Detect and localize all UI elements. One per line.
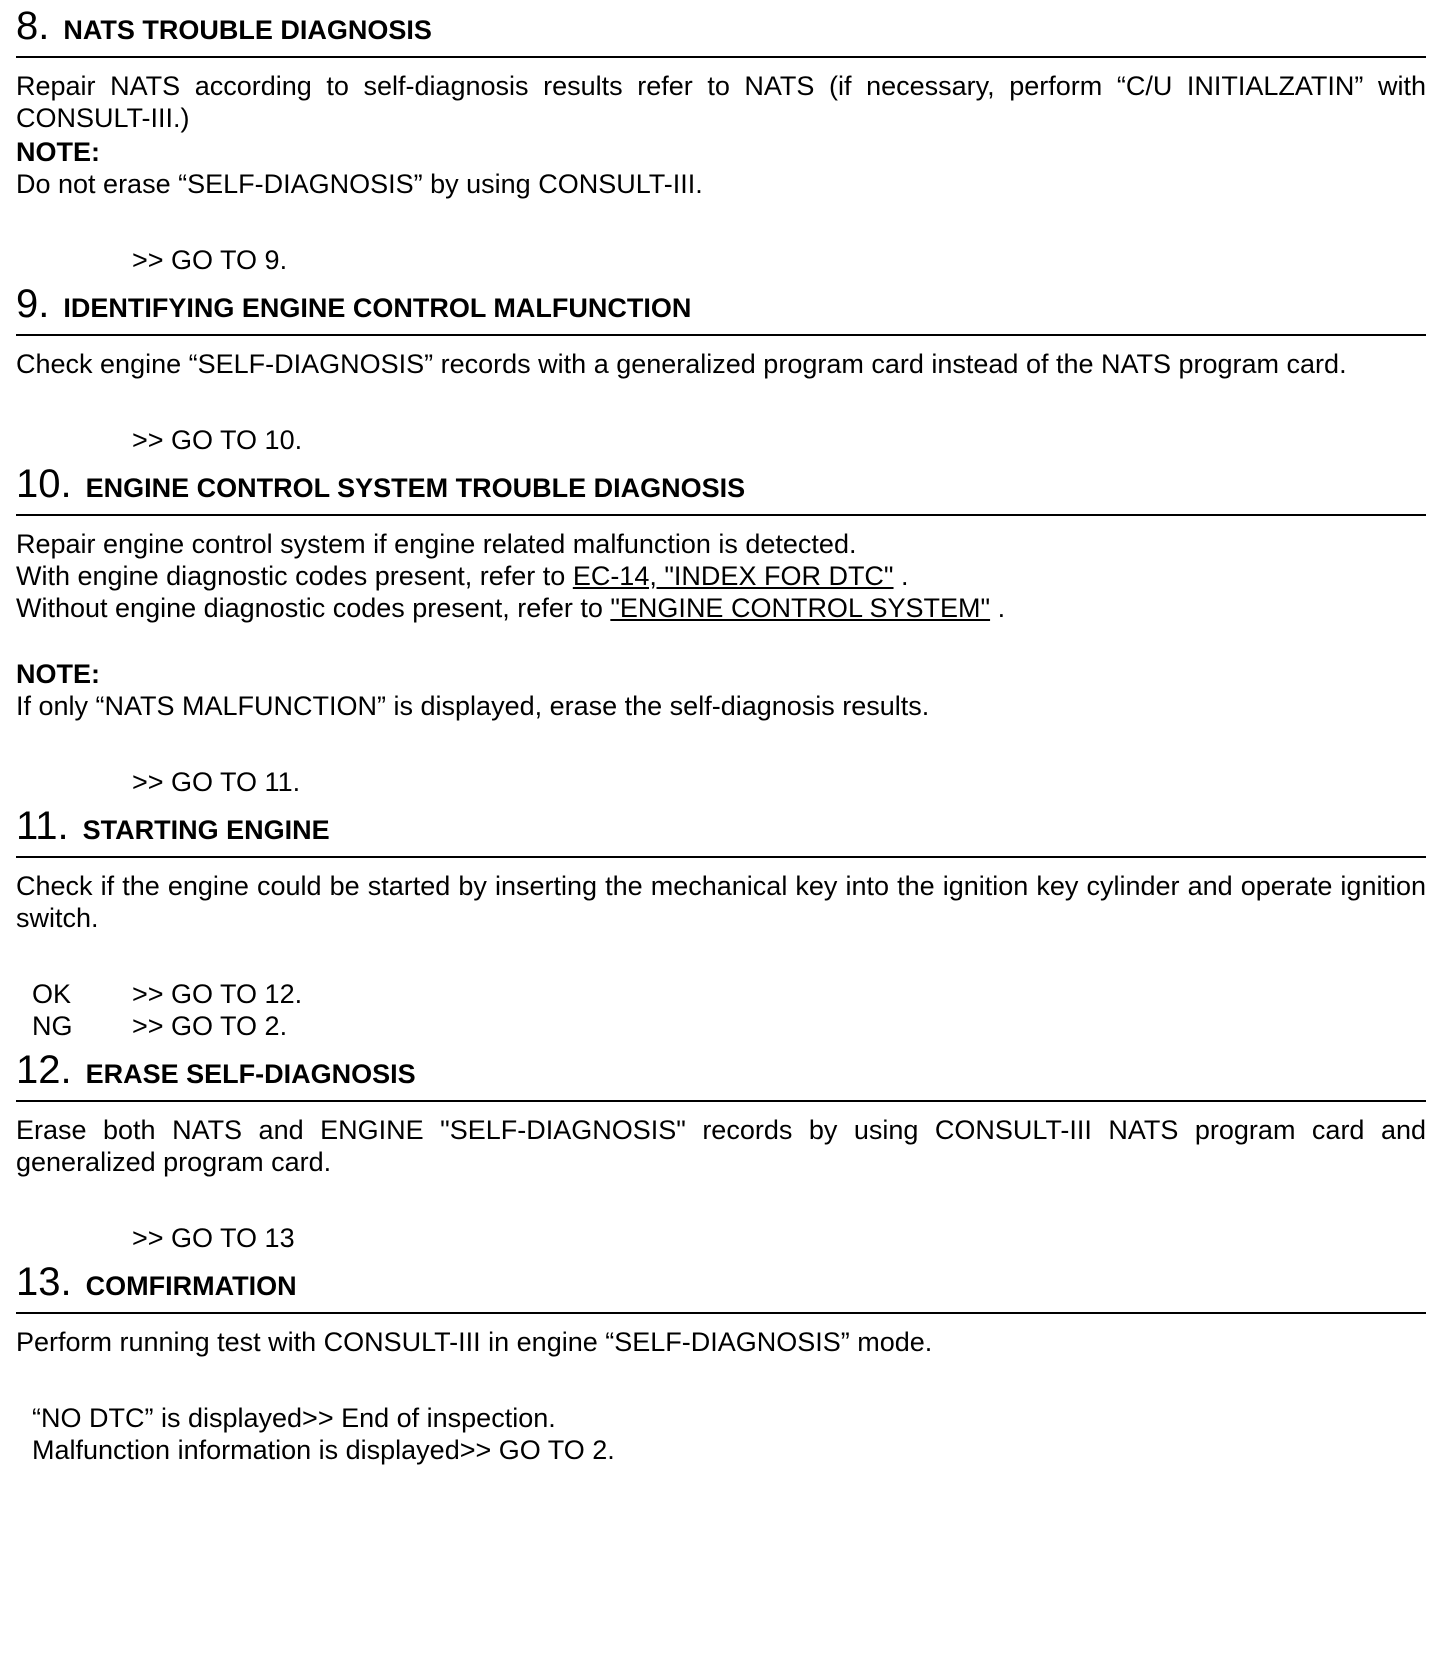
- outcome-no-dtc: “NO DTC” is displayed>> End of inspection.: [32, 1403, 556, 1433]
- divider: [16, 334, 1426, 336]
- step-10: [16, 458, 1426, 798]
- note-text: If only “NATS MALFUNCTION” is displayed, erase the self-diagnosis results.: [16, 691, 930, 721]
- index-for-dtc-link[interactable]: EC-14, "INDEX FOR DTC": [572, 561, 894, 591]
- step-number: 13.: [16, 1260, 72, 1304]
- link-prefix: With engine diagnostic codes present, refer to: [16, 561, 573, 591]
- note-label: NOTE:: [16, 137, 100, 167]
- goto-instruction: >> GO TO 10.: [132, 425, 303, 455]
- link-suffix: .: [990, 593, 1006, 623]
- step-title: ENGINE CONTROL SYSTEM TROUBLE DIAGNOSIS: [85, 473, 746, 503]
- step-title: STARTING ENGINE: [82, 815, 330, 845]
- goto-instruction: >> GO TO 13: [132, 1223, 295, 1253]
- step-heading: [16, 800, 1426, 852]
- outcome-malfunction: Malfunction information is displayed>> GO TO 2.: [32, 1435, 615, 1465]
- step-number: 8.: [16, 4, 50, 48]
- step-8: [16, 0, 1426, 276]
- divider: [16, 56, 1426, 58]
- step-12: [16, 1044, 1426, 1254]
- outcome-list: [32, 1402, 1426, 1466]
- step-number: 10.: [16, 462, 72, 506]
- step-title: ERASE SELF-DIAGNOSIS: [85, 1059, 416, 1089]
- step-heading: [16, 0, 1426, 52]
- step-title: NATS TROUBLE DIAGNOSIS: [63, 15, 432, 45]
- divider: [16, 856, 1426, 858]
- step-number: 12.: [16, 1048, 72, 1092]
- step-body-line: [16, 560, 1426, 592]
- step-heading: [16, 278, 1426, 330]
- note-label: NOTE:: [16, 659, 100, 689]
- goto-instruction: >> GO TO 9.: [132, 245, 288, 275]
- result-code: NG: [32, 1011, 73, 1041]
- result-row-ok: [32, 978, 1426, 1010]
- step-heading: [16, 1256, 1426, 1308]
- step-13: [16, 1256, 1426, 1466]
- step-9: [16, 278, 1426, 456]
- step-number: 9.: [16, 282, 50, 326]
- step-body: Perform running test with CONSULT-III in engine “SELF-DIAGNOSIS” mode.: [16, 1327, 933, 1357]
- result-table: [32, 978, 1426, 1042]
- divider: [16, 1312, 1426, 1314]
- link-prefix: Without engine diagnostic codes present, refer to: [16, 593, 611, 623]
- goto-instruction: >> GO TO 11.: [132, 767, 301, 797]
- document: [16, 0, 1426, 1466]
- step-heading: [16, 1044, 1426, 1096]
- step-heading: [16, 458, 1426, 510]
- step-body-line: [16, 592, 1426, 624]
- step-title: IDENTIFYING ENGINE CONTROL MALFUNCTION: [63, 293, 692, 323]
- divider: [16, 1100, 1426, 1102]
- result-code: OK: [32, 979, 72, 1009]
- result-action: >> GO TO 2.: [132, 1011, 288, 1041]
- step-11: [16, 800, 1426, 1042]
- step-body: Erase both NATS and ENGINE "SELF-DIAGNOSIS" records by using CONSULT-III NATS program card and generalized program card.: [16, 1115, 1426, 1177]
- note-text: Do not erase “SELF-DIAGNOSIS” by using CONSULT-III.: [16, 169, 703, 199]
- result-action: >> GO TO 12.: [132, 979, 303, 1009]
- link-suffix: .: [893, 561, 909, 591]
- step-body: Check engine “SELF-DIAGNOSIS” records with a generalized program card instead of the NATS program card.: [16, 349, 1347, 379]
- step-body: Repair NATS according to self-diagnosis results refer to NATS (if necessary, perform “C/U INITIALZATIN” with CONSULT-III.): [16, 71, 1426, 133]
- divider: [16, 514, 1426, 516]
- step-body: Check if the engine could be started by inserting the mechanical key into the ignition key cylinder and operate ignition switch.: [16, 871, 1426, 933]
- step-title: COMFIRMATION: [85, 1271, 297, 1301]
- engine-control-system-link[interactable]: "ENGINE CONTROL SYSTEM": [610, 593, 991, 623]
- step-number: 11.: [16, 804, 69, 848]
- result-row-ng: [32, 1010, 1426, 1042]
- step-body-line: Repair engine control system if engine related malfunction is detected.: [16, 529, 857, 559]
